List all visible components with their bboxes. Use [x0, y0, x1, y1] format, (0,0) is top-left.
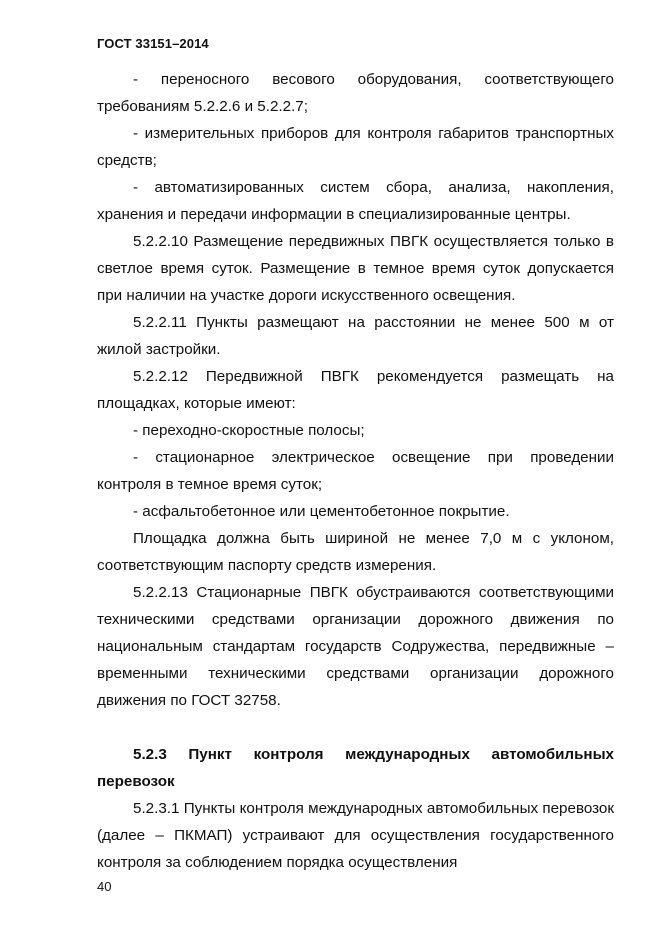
document-header: ГОСТ 33151–2014 — [97, 36, 209, 51]
paragraph: Площадка должна быть шириной не менее 7,0 м с уклоном, соответствующим паспорту средств измерения. — [97, 530, 614, 574]
paragraph: - измерительных приборов для контроля габаритов транспортных средств; — [97, 125, 614, 169]
paragraph: - переходно-скоростные полосы; — [133, 422, 365, 439]
paragraph: - переносного весового оборудования, соответствующего требованиям 5.2.2.6 и 5.2.2.7; — [97, 71, 614, 115]
paragraph: - стационарное электрическое освещение при проведении контроля в темное время суток; — [97, 449, 614, 493]
page-number: 40 — [97, 879, 112, 894]
paragraph: 5.2.3.1 Пункты контроля международных автомобильных перевозок (далее – ПКМАП) устраивают для осуществления государственного контроля за соблюдением порядка осуществления — [97, 800, 614, 871]
paragraph: 5.2.2.10 Размещение передвижных ПВГК осуществляется только в светлое время суток. Размещение в темное время суток допускается при наличии на участке дороги искусственного освещения. — [97, 233, 614, 304]
paragraph: 5.2.2.13 Стационарные ПВГК обустраиваются соответствующими техническими средствами организации дорожного движения по национальным стандартам государств Содружества, передвижные – временными техническими средствами организации дорожного движения по ГОСТ 32758. — [97, 584, 614, 709]
paragraph: 5.2.2.11 Пункты размещают на расстоянии не менее 500 м от жилой застройки. — [97, 314, 614, 358]
paragraph: - асфальтобетонное или цементобетонное покрытие. — [133, 503, 510, 520]
section-heading: 5.2.3 Пункт контроля международных автомобильных перевозок — [97, 746, 614, 790]
document-body — [97, 66, 614, 876]
paragraph: 5.2.2.12 Передвижной ПВГК рекомендуется размещать на площадках, которые имеют: — [97, 368, 614, 412]
paragraph: - автоматизированных систем сбора, анализа, накопления, хранения и передачи информации в специализированные центры. — [97, 179, 614, 223]
